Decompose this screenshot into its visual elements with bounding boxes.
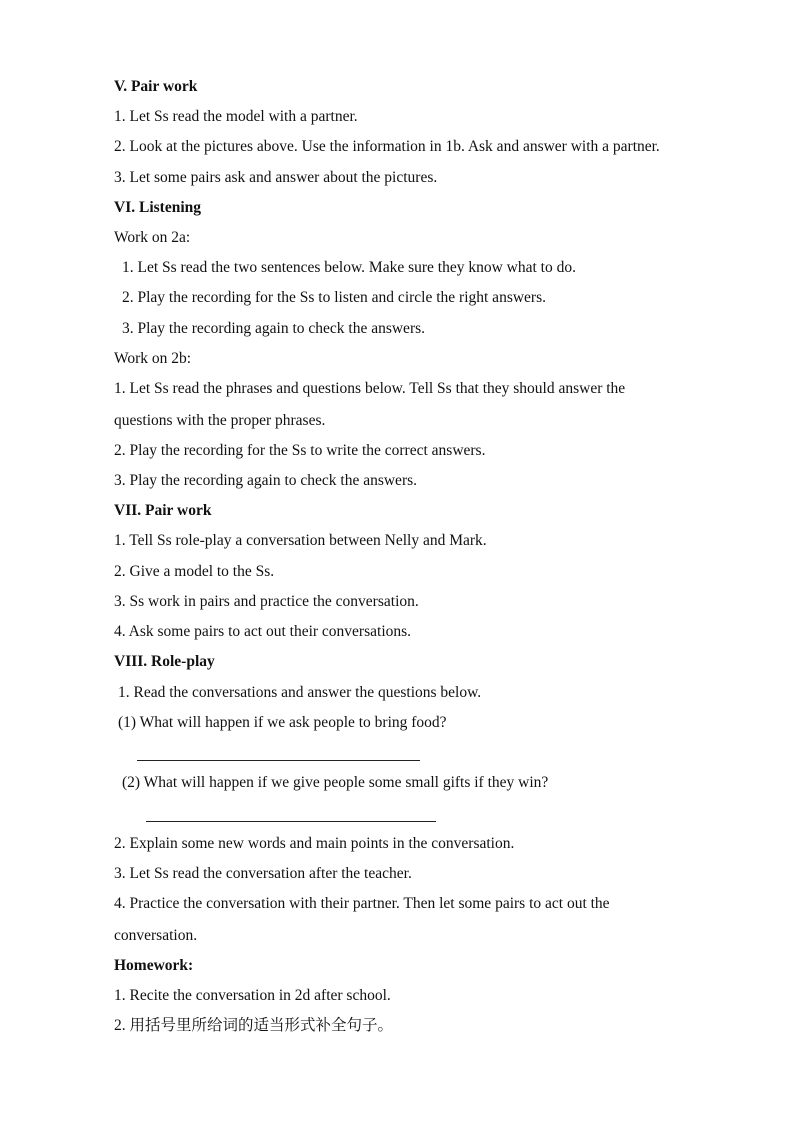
list-item: 2. Play the recording for the Ss to listen and circle the right answers. <box>122 289 546 306</box>
list-item: 2. 用括号里所给词的适当形式补全句子。 <box>114 1017 394 1034</box>
list-item: 3. Play the recording again to check the answers. <box>122 320 426 337</box>
list-item: 1. Recite the conversation in 2d after school. <box>114 987 391 1004</box>
list-item: 3. Ss work in pairs and practice the conversation. <box>114 593 419 610</box>
list-item: 3. Play the recording again to check the answers. <box>114 472 418 489</box>
list-item: 2. Give a model to the Ss. <box>114 563 275 580</box>
list-item: 1. Let Ss read the phrases and questions below. Tell Ss that they should answer the <box>114 380 626 397</box>
subheading-work-2b: Work on 2b: <box>114 350 192 367</box>
list-item: 3. Let some pairs ask and answer about the pictures. <box>114 169 438 186</box>
section-heading-pair-work: V. Pair work <box>114 78 198 95</box>
section-heading-pair-work-2: VII. Pair work <box>114 502 212 519</box>
list-item: 1. Read the conversations and answer the questions below. <box>118 684 482 701</box>
list-item: 2. Explain some new words and main points in the conversation. <box>114 835 515 852</box>
list-item: 2. Look at the pictures above. Use the information in 1b. Ask and answer with a partner. <box>114 138 660 155</box>
question-2: (2) What will happen if we give people some small gifts if they win? <box>122 774 549 791</box>
question-1: (1) What will happen if we ask people to bring food? <box>118 714 447 731</box>
list-item-continuation: conversation. <box>114 927 198 944</box>
subheading-work-2a: Work on 2a: <box>114 229 191 246</box>
list-item: 1. Let Ss read the two sentences below. Make sure they know what to do. <box>122 259 576 276</box>
list-item: 1. Tell Ss role-play a conversation between Nelly and Mark. <box>114 532 487 549</box>
list-item: 3. Let Ss read the conversation after the teacher. <box>114 865 412 882</box>
answer-blank-1 <box>137 760 420 761</box>
list-item: 4. Practice the conversation with their partner. Then let some pairs to act out the <box>114 895 610 912</box>
list-item: 2. Play the recording for the Ss to write the correct answers. <box>114 442 486 459</box>
list-item: 1. Let Ss read the model with a partner. <box>114 108 358 125</box>
answer-blank-2 <box>146 821 436 822</box>
list-item: 4. Ask some pairs to act out their conversations. <box>114 623 412 640</box>
section-heading-role-play: VIII. Role-play <box>114 653 215 670</box>
section-heading-homework: Homework: <box>114 957 194 974</box>
section-heading-listening: VI. Listening <box>114 199 201 216</box>
list-item-continuation: questions with the proper phrases. <box>114 412 326 429</box>
